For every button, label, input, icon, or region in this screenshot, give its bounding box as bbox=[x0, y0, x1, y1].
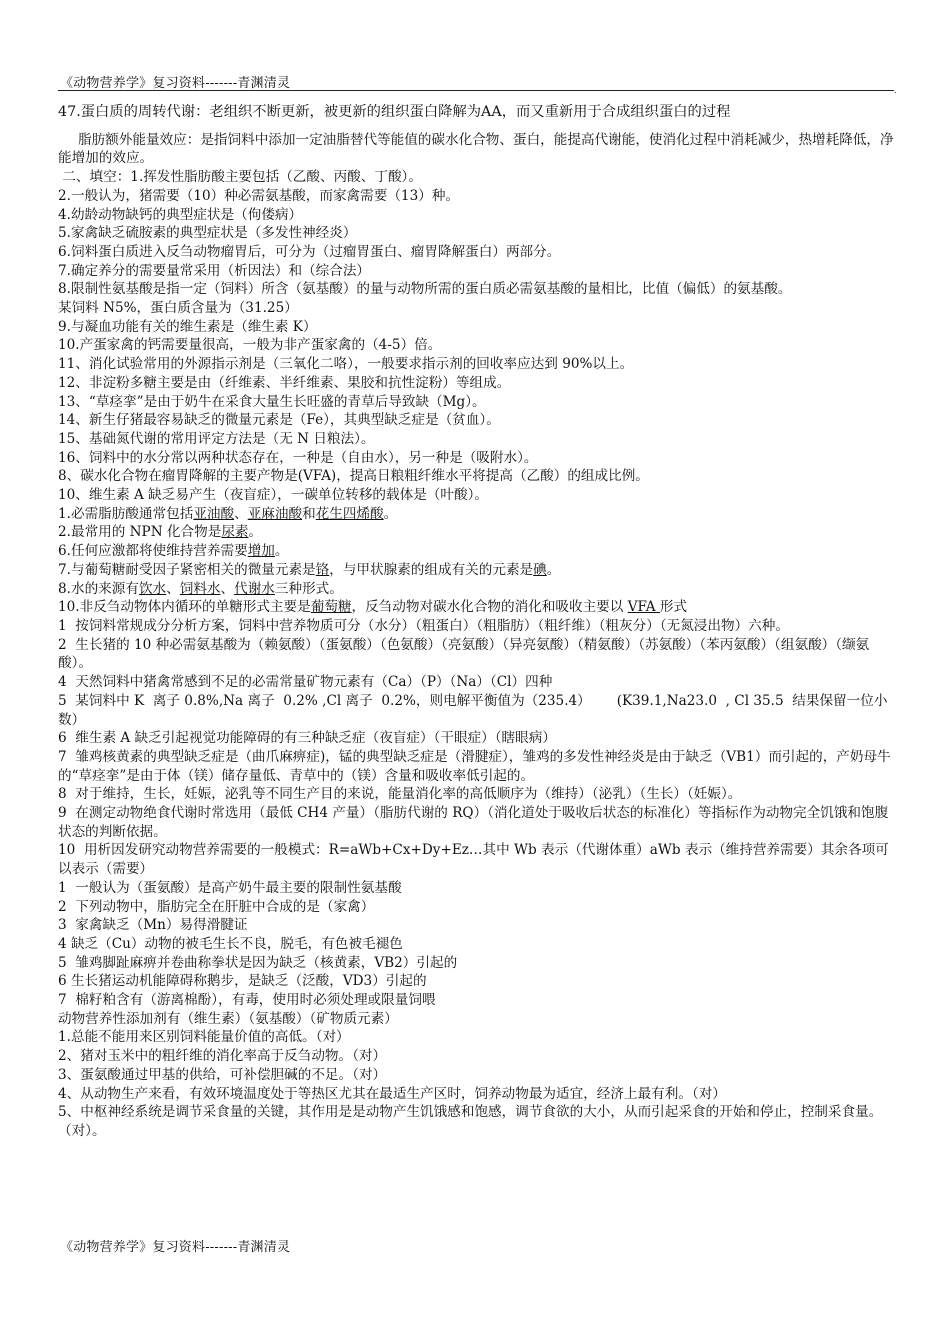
text-segment: 、 bbox=[234, 505, 248, 522]
header-end-mark: . bbox=[894, 86, 897, 95]
underlined-answer: 铬 bbox=[315, 561, 330, 578]
text-segment: 1 按饲料常规成分分析方案，饲料中营养物质可分（水分）（粗蛋白）（粗脂肪）（粗纤维）（粗灰分）（无氮浸出物）六种。 bbox=[58, 617, 789, 634]
text-segment: 动物营养性添加剂有（维生素）（氨基酸）（矿物质元素） bbox=[58, 1010, 398, 1027]
text-line bbox=[58, 206, 894, 225]
text-segment: 3、蛋氨酸通过甲基的供给，可补偿胆碱的不足。（对） bbox=[58, 1066, 387, 1083]
text-line bbox=[58, 598, 894, 617]
text-segment: 脂肪额外能量效应：是指饲料中添加一定油脂替代等能值的碳水化合物、蛋白，能提高代谢能，使消化过程中消耗减少，热增耗降低，净能增加的效应。 bbox=[58, 131, 894, 167]
text-line bbox=[58, 580, 894, 599]
text-segment: 二、填空：1.挥发性脂肪酸主要包括（乙酸、丙酸、丁酸）。 bbox=[58, 169, 422, 186]
text-segment: 5、中枢神经系统是调节采食量的关键，其作用是是动物产生饥饿感和饱感，调节食欲的大小，从而引起采食的开始和停止，控制采食量。（对）。 bbox=[58, 1104, 883, 1139]
text-line bbox=[58, 1103, 894, 1140]
underlined-answer: 亚油酸 bbox=[193, 505, 235, 522]
text-line bbox=[58, 411, 894, 430]
text-line bbox=[58, 187, 894, 206]
text-segment: 8.限制性氨基酸是指一定（饲料）所含（氨基酸）的量与动物所需的蛋白质必需氨基酸的量相比，比值（偏低）的氨基酸。 bbox=[58, 281, 792, 298]
header-divider bbox=[58, 90, 894, 91]
text-segment: 2.最常用的 NPN 化合物是 bbox=[58, 524, 222, 541]
text-segment: 13、“草痉挛”是由于奶牛在采食大量生长旺盛的青草后导致缺（Mg）。 bbox=[58, 393, 486, 410]
text-line bbox=[58, 1010, 894, 1029]
text-line bbox=[58, 243, 894, 262]
text-segment: 4 天然饲料中猪禽常感到不足的必需常量矿物元素有（Ca）（P）（Na）（Cl）四种 bbox=[58, 674, 553, 691]
text-line bbox=[58, 673, 894, 692]
text-segment: 7 棉籽粕含有（游离棉酚），有毒，使用时必须处理或限量饲喂 bbox=[58, 992, 436, 1009]
text-line bbox=[58, 692, 894, 729]
text-segment: 和 bbox=[302, 505, 316, 522]
text-line bbox=[58, 523, 894, 542]
text-segment: 6.饲料蛋白质进入反刍动物瘤胃后，可分为（过瘤胃蛋白、瘤胃降解蛋白）两部分。 bbox=[58, 243, 561, 260]
underlined-answer: 代谢水 bbox=[234, 580, 275, 597]
text-line bbox=[58, 841, 894, 878]
text-line bbox=[58, 430, 894, 449]
text-line bbox=[58, 299, 894, 318]
text-segment: 10.产蛋家禽的钙需要量很高，一般为非产蛋家禽的（4-5）倍。 bbox=[58, 337, 442, 354]
text-line bbox=[58, 318, 894, 337]
text-line bbox=[58, 280, 894, 299]
text-line bbox=[58, 748, 894, 785]
text-segment: 。 bbox=[248, 524, 263, 541]
text-segment: 6 生长猪运动机能障碍称鹅步，是缺乏（泛酸，VD3）引起的 bbox=[58, 973, 427, 990]
text-line bbox=[58, 374, 894, 393]
text-segment: 11、消化试验常用的外源指示剂是（三氧化二咯），一般要求指示剂的回收率应达到 90%以上。 bbox=[58, 356, 634, 373]
text-segment: 2.一般认为，猪需要（10）种必需氨基酸，而家禽需要（13）种。 bbox=[58, 187, 460, 204]
text-segment: 4、从动物生产来看，有效环境温度处于等热区尤其在最适生产区时，饲养动物最为适宜，经济上最有利。（对） bbox=[58, 1085, 726, 1102]
text-line bbox=[58, 785, 894, 804]
text-segment: 10 用析因发研究动物营养需要的一般模式：R=aWb+Cx+Dy+Ez…其中 Wb 表示（代谢体重）aWb 表示（维持营养需要）其余各项可以表示（需要） bbox=[58, 842, 889, 878]
text-segment: 47.蛋白质的周转代谢：老组织不断更新，被更新的组织蛋白降解为AA，而又重新用于合成组织蛋白的过程 bbox=[58, 104, 731, 120]
text-line bbox=[58, 1085, 894, 1104]
page-header: 《动物营养学》复习资料-------青渊清灵 bbox=[60, 76, 291, 91]
text-line bbox=[58, 1047, 894, 1066]
text-line bbox=[58, 804, 894, 841]
text-line bbox=[58, 972, 894, 991]
text-line bbox=[58, 935, 894, 954]
text-segment: 4 缺乏（Cu）动物的被毛生长不良，脱毛，有色被毛褪色 bbox=[58, 935, 403, 952]
text-segment: ，与甲状腺素的组成有关的元素是 bbox=[329, 561, 534, 578]
text-line bbox=[58, 954, 894, 973]
text-segment: 2、猪对玉米中的粗纤维的消化率高于反刍动物。（对） bbox=[58, 1048, 387, 1065]
text-segment: 1.总能不能用来区别饲料能量价值的高低。（对） bbox=[58, 1029, 350, 1046]
text-segment: 2 生长猪的 10 种必需氨基酸为（赖氨酸）（蛋氨酸）（色氨酸）（亮氨酸）（异亮氨酸）（精氨酸）（苏氨酸）（苯丙氨酸）（组氨酸）（缬氨酸）。 bbox=[58, 636, 870, 672]
text-segment: 2 下列动物中，脂肪完全在肝脏中合成的是（家禽） bbox=[58, 898, 375, 915]
text-segment: 6 维生素 A 缺乏引起视觉功能障碍的有三种缺乏症（夜盲症）（干眼症）（瞎眼病） bbox=[58, 730, 556, 747]
text-segment: 10.非反刍动物体内循环的单糖形式主要是 bbox=[58, 599, 311, 616]
text-segment: 3 家禽缺乏（Mn）易得滑腱证 bbox=[58, 917, 248, 934]
text-segment: 14、新生仔猪最容易缺乏的微量元素是（Fe），其典型缺乏症是（贫血）。 bbox=[58, 412, 500, 429]
text-line bbox=[58, 1028, 894, 1047]
text-line bbox=[58, 103, 894, 122]
underlined-answer: 尿素 bbox=[221, 524, 249, 541]
text-line bbox=[58, 467, 894, 486]
document-body bbox=[58, 103, 894, 1141]
underlined-answer: 亚麻油酸 bbox=[247, 505, 303, 522]
text-segment: 三种形式。 bbox=[274, 580, 343, 597]
text-line bbox=[58, 636, 894, 673]
text-segment: 、 bbox=[166, 580, 180, 597]
text-line bbox=[58, 486, 894, 505]
text-line bbox=[58, 991, 894, 1010]
text-segment: 1.必需脂肪酸通常包括 bbox=[58, 505, 194, 522]
text-line bbox=[58, 336, 894, 355]
text-segment: ，反刍动物对碳水化合物的消化和吸收主要以 bbox=[351, 599, 628, 616]
text-segment: 某饲料 N5%，蛋白质含量为（31.25） bbox=[58, 300, 298, 317]
text-segment: 5 雏鸡脚趾麻痹并卷曲称拳状是因为缺乏（核黄素，VB2）引起的 bbox=[58, 954, 458, 971]
text-line bbox=[58, 262, 894, 281]
text-segment: 8.水的来源有 bbox=[58, 580, 139, 597]
text-line bbox=[58, 617, 894, 636]
text-segment: 。 bbox=[546, 561, 561, 578]
text-line bbox=[58, 505, 894, 524]
text-segment: 12、非淀粉多糖主要是由（纤维素、半纤维素、果胶和抗性淀粉）等组成。 bbox=[58, 374, 511, 391]
underlined-answer: VFA bbox=[627, 599, 660, 616]
text-segment: 15、基础氮代谢的常用评定方法是（无 N 日粮法）。 bbox=[58, 430, 375, 447]
text-line bbox=[58, 131, 894, 168]
text-segment: 7.与葡萄糖耐受因子紧密相关的微量元素是 bbox=[58, 561, 316, 578]
text-segment: 10、维生素 A 缺乏易产生（夜盲症），一碳单位转移的载体是（叶酸）。 bbox=[58, 487, 488, 504]
text-line bbox=[58, 355, 894, 374]
text-line bbox=[58, 1066, 894, 1085]
text-segment: 1 一般认为（蛋氨酸）是高产奶牛最主要的限制性氨基酸 bbox=[58, 879, 402, 896]
text-segment: 7.确定养分的需要量常采用（析因法）和（综合法） bbox=[58, 262, 371, 279]
underlined-answer: 饲料水 bbox=[179, 580, 221, 597]
text-line bbox=[58, 168, 894, 187]
underlined-answer: 增加 bbox=[247, 543, 275, 560]
text-segment: 8、碳水化合物在瘤胃降解的主要产物是(VFA)，提高日粮粗纤维水平将提高（乙酸）的组成比例。 bbox=[58, 468, 649, 485]
underlined-answer: 花生四烯酸 bbox=[315, 505, 384, 522]
text-line bbox=[58, 542, 894, 561]
text-segment: 4.幼龄动物缺钙的典型症状是（佝偻病） bbox=[58, 206, 303, 223]
text-segment: 形式 bbox=[659, 599, 688, 616]
text-line bbox=[58, 224, 894, 243]
text-line bbox=[58, 561, 894, 580]
text-segment: 、 bbox=[220, 580, 235, 597]
text-segment: 16、饲料中的水分常以两种状态存在，一种是（自由水），另一种是（吸附水）。 bbox=[58, 449, 538, 466]
underlined-answer: 碘 bbox=[533, 561, 547, 578]
text-segment: 5.家禽缺乏硫胺素的典型症状是（多发性神经炎） bbox=[58, 225, 357, 242]
text-segment: 。 bbox=[383, 505, 398, 522]
text-line bbox=[58, 449, 894, 468]
text-segment: 。 bbox=[274, 543, 289, 560]
text-line bbox=[58, 898, 894, 917]
text-line bbox=[58, 393, 894, 412]
text-line bbox=[58, 879, 894, 898]
text-segment: 6.任何应激都将使维持营养需要 bbox=[58, 543, 248, 560]
text-line bbox=[58, 729, 894, 748]
underlined-answer: 饮水 bbox=[138, 580, 167, 597]
text-segment: 5 某饲料中 K 离子 0.8%,Na 离子 0.2% ,Cl 离子 0.2%，则电解平衡值为（235.4） (K39.1,Na23.0 , Cl 35.5 结果保留一位小数） bbox=[58, 692, 888, 728]
text-segment: 9.与凝血功能有关的维生素是（维生素 K） bbox=[58, 318, 317, 335]
text-segment: 7 雏鸡核黄素的典型缺乏症是（曲爪麻痹症)，锰的典型缺乏症是（滑腱症），雏鸡的多发性神经炎是由于缺乏（VB1）而引起的，产奶母牛的“草痉挛”是由于体（镁）储存量低、青草中的（镁）含量和吸收率低引起的。 bbox=[58, 748, 891, 784]
page-footer: 《动物营养学》复习资料-------青渊清灵 bbox=[60, 1240, 291, 1255]
text-segment: 8 对于维持，生长，妊娠，泌乳等不同生产目的来说，能量消化率的高低顺序为（维持）（泌乳）（生长）（妊娠）。 bbox=[58, 786, 742, 803]
text-line bbox=[58, 916, 894, 935]
text-segment: 9 在测定动物绝食代谢时常选用（最低 CH4 产量）（脂肪代谢的 RQ）（消化道处于吸收后状态的标准化）等指标作为动物完全饥饿和饱腹状态的判断依据。 bbox=[58, 805, 889, 840]
underlined-answer: 葡萄糖 bbox=[310, 599, 352, 616]
